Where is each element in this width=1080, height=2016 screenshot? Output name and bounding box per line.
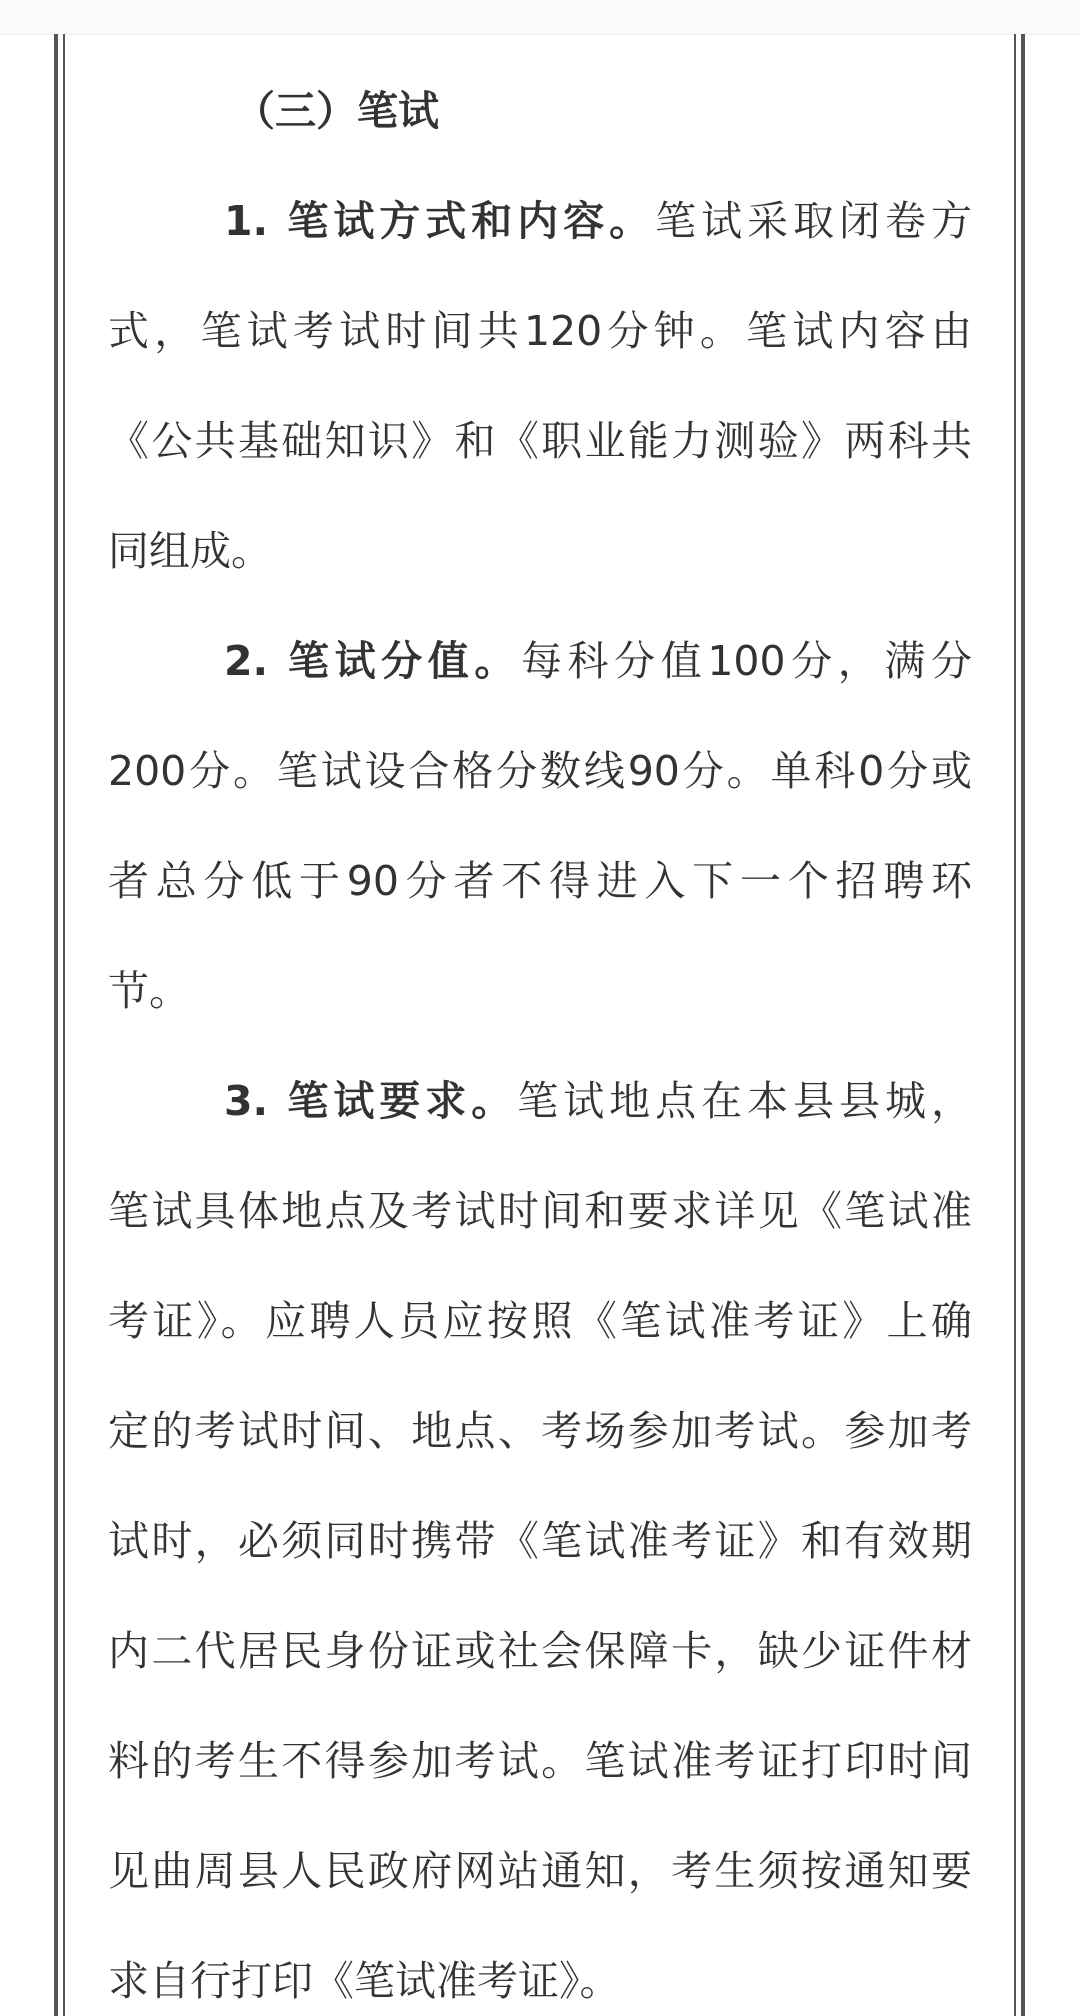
paragraph-1-lead: 1. 笔试方式和内容。 [224, 197, 656, 245]
paragraph-1-line-1 [108, 166, 972, 276]
paragraph-3-text-1: 笔试地点在本县县城， [517, 1077, 972, 1125]
paragraph-3-line-9: 求自行打印《笔试准考证》。 [108, 1957, 621, 2005]
paragraph-1-text-1: 笔试采取闭卷方 [655, 197, 972, 245]
right-border-inner [1014, 34, 1016, 2016]
paragraph-3-line-7: 料的考生不得参加考试。笔试准考证打印时间 [108, 1737, 972, 1785]
paragraph-3-line-8: 见曲周县人民政府网站通知，考生须按通知要 [108, 1847, 972, 1895]
paragraph-2-text-1: 每科分值100分，满分 [520, 637, 972, 685]
paragraph-3-line-3: 考证》。应聘人员应按照《笔试准考证》上确 [108, 1297, 972, 1345]
paragraph-1-line-3: 《公共基础知识》和《职业能力测验》两科共 [108, 417, 972, 465]
paragraph-1-line-2: 式，笔试考试时间共120分钟。笔试内容由 [108, 307, 972, 355]
paragraph-2-lead: 2. 笔试分值。 [224, 637, 521, 685]
paragraph-2-line-2: 200分。笔试设合格分数线90分。单科0分或 [108, 747, 972, 795]
paragraph-3-lead: 3. 笔试要求。 [224, 1077, 518, 1125]
article-content [108, 56, 972, 2016]
paragraph-2-line-4: 节。 [108, 967, 190, 1015]
left-border-outer [54, 34, 58, 2016]
top-strip [0, 0, 1080, 35]
paragraph-3-line-6: 内二代居民身份证或社会保障卡，缺少证件材 [108, 1627, 972, 1675]
right-border-outer [1021, 34, 1025, 2016]
paragraph-2-line-1 [108, 606, 972, 716]
paragraph-2-line-3: 者总分低于90分者不得进入下一个招聘环 [108, 857, 972, 905]
left-border-inner [63, 34, 65, 2016]
paragraph-1-line-4: 同组成。 [108, 527, 272, 575]
paragraph-3-line-1 [108, 1046, 972, 1156]
paragraph-3-line-2: 笔试具体地点及考试时间和要求详见《笔试准 [108, 1187, 972, 1235]
section-heading: （三）笔试 [234, 87, 439, 135]
paragraph-3-line-5: 试时，必须同时携带《笔试准考证》和有效期 [108, 1517, 972, 1565]
paragraph-3-line-4: 定的考试时间、地点、考场参加考试。参加考 [108, 1407, 972, 1455]
